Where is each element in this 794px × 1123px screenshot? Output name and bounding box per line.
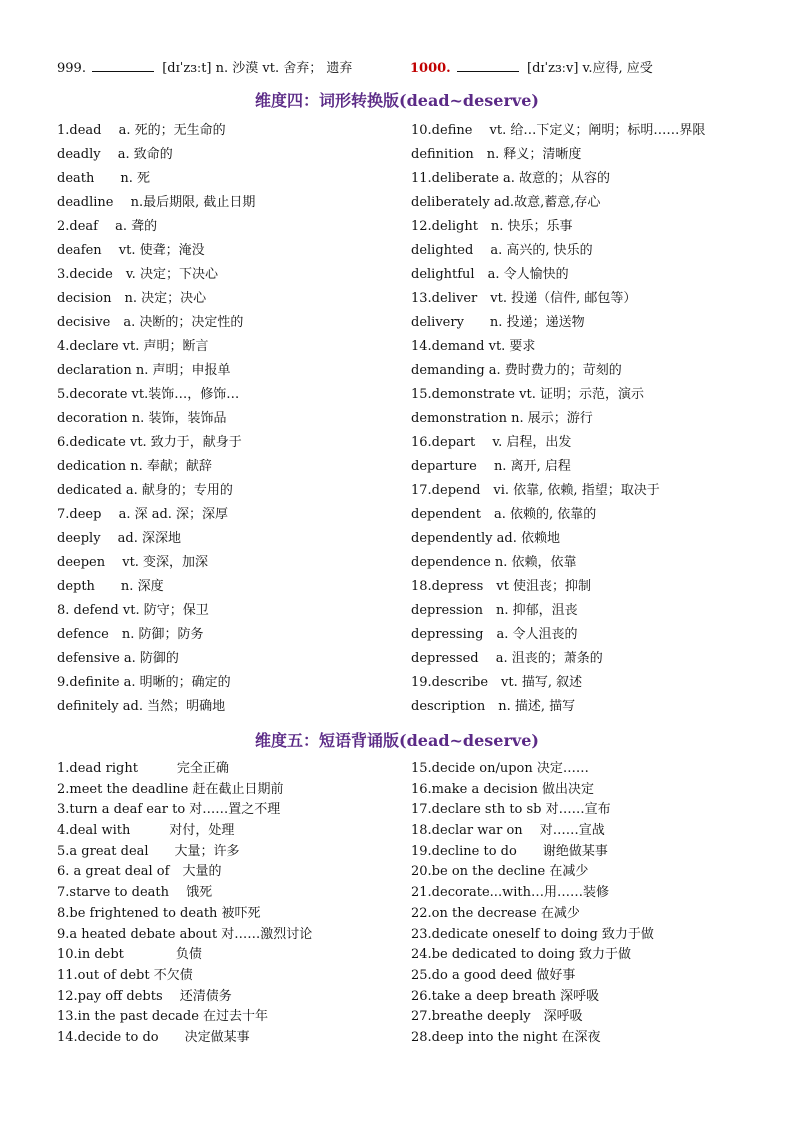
vocab-entry: dedication n. 奉献；献辞 [57, 459, 212, 474]
vocab-entry: deafen vt. 使聋；淹没 [57, 243, 205, 258]
vocab-entry: 18.depress vt 使沮丧；抑制 [411, 579, 591, 594]
phrase-entry: 8.be frightened to death 被吓死 [57, 905, 261, 921]
vocab-entry: 19.describe vt. 描写, 叙述 [411, 675, 583, 690]
vocab-entry: depressed a. 沮丧的；萧条的 [411, 651, 603, 666]
vocab-entry: 15.demonstrate vt. 证明；示范，演示 [411, 387, 644, 402]
phrase-entry: 18.declar war on 对……宣战 [411, 823, 605, 839]
phrase-entry: 21.decorate...with…用……装修 [411, 885, 609, 901]
entry-999-number: 999. [57, 61, 86, 76]
entry-999 [57, 57, 352, 76]
phrase-entry: 23.dedicate oneself to doing 致力于做 [411, 926, 654, 942]
phrase-entry: 2.meet the deadline 赶在截止日期前 [57, 781, 284, 797]
vocab-entry: 7.deep a. 深 ad. 深；深厚 [57, 507, 229, 522]
phrase-entry: 12.pay off debts 还清债务 [57, 988, 232, 1004]
vocab-entry: dependently ad. 依赖地 [411, 531, 560, 546]
entry-1000-text: [dɪˈzɜːv] v.应得, 应受 [527, 61, 653, 76]
vocab-entry: definition n. 释义；清晰度 [411, 147, 582, 162]
section5-left-column [57, 759, 412, 1049]
section4-right-column [411, 119, 766, 719]
vocab-entry: 10.define vt. 给…下定义；阐明；标明……界限 [411, 123, 706, 138]
vocab-entry: delightful a. 令人愉快的 [411, 267, 569, 282]
top-entry-line [57, 57, 757, 79]
phrase-entry: 16.make a decision 做出决定 [411, 781, 594, 797]
phrase-entry: 15.decide on/upon 决定…… [411, 761, 589, 776]
vocab-entry: deadly a. 致命的 [57, 147, 173, 162]
vocab-entry: dedicated a. 献身的；专用的 [57, 483, 233, 498]
phrase-entry: 10.in debt 负债 [57, 947, 202, 963]
phrase-entry: 17.declare sth to sb 对……宣布 [411, 802, 611, 818]
vocab-entry: decisive a. 决断的；决定性的 [57, 315, 244, 330]
vocab-entry: delighted a. 高兴的, 快乐的 [411, 243, 593, 258]
vocab-entry: 5.decorate vt.装饰…，修饰… [57, 387, 240, 402]
section4-title: 维度四：词形转换版(dead~deserve) [255, 91, 539, 110]
entry-1000 [410, 57, 653, 76]
vocab-entry: declaration n. 声明；申报单 [57, 363, 231, 378]
phrase-entry: 3.turn a deaf ear to 对……置之不理 [57, 802, 281, 818]
vocab-entry: decision n. 决定；决心 [57, 291, 207, 306]
phrase-entry: 4.deal with 对付，处理 [57, 823, 235, 839]
vocab-entry: deadline n.最后期限, 截止日期 [57, 195, 256, 210]
vocab-entry: dependence n. 依赖，依靠 [411, 555, 577, 570]
section5-title: 维度五：短语背诵版(dead~deserve) [255, 731, 539, 750]
vocab-entry: 3.decide v. 决定；下决心 [57, 267, 218, 282]
phrase-entry: 19.decline to do 谢绝做某事 [411, 843, 608, 859]
vocab-entry: 11.deliberate a. 故意的；从容的 [411, 171, 611, 186]
phrase-entry: 25.do a good deed 做好事 [411, 967, 576, 983]
phrase-entry: 20.be on the decline 在减少 [411, 864, 589, 880]
vocab-entry: 9.definite a. 明晰的；确定的 [57, 675, 231, 690]
phrase-entry: 28.deep into the night 在深夜 [411, 1029, 601, 1045]
phrase-entry: 14.decide to do 决定做某事 [57, 1029, 250, 1045]
phrase-entry: 7.starve to death 饿死 [57, 885, 213, 901]
vocab-entry: description n. 描述, 描写 [411, 699, 576, 714]
vocab-entry: dependent a. 依赖的, 依靠的 [411, 507, 597, 522]
phrase-entry: 5.a great deal 大量；许多 [57, 843, 240, 859]
entry-999-blank [92, 59, 154, 72]
vocab-entry: 2.deaf a. 聋的 [57, 219, 158, 234]
vocab-entry: depression n. 抑郁，沮丧 [411, 603, 578, 618]
section5-right-column [411, 759, 766, 1049]
vocab-entry: depressing a. 令人沮丧的 [411, 627, 578, 642]
vocab-entry: 8. defend vt. 防守；保卫 [57, 603, 209, 618]
vocab-entry: defensive a. 防御的 [57, 651, 179, 666]
phrase-entry: 22.on the decrease 在减少 [411, 905, 580, 921]
entry-1000-blank [457, 59, 519, 72]
vocab-entry: 14.demand vt. 要求 [411, 339, 536, 354]
vocab-entry: death n. 死 [57, 171, 150, 186]
vocab-entry: depth n. 深度 [57, 579, 164, 594]
vocab-entry: 17.depend vi. 依靠, 依赖, 指望；取决于 [411, 483, 660, 498]
vocab-entry: deepen vt. 变深，加深 [57, 555, 209, 570]
section4-left-column [57, 119, 412, 719]
vocab-entry: definitely ad. 当然；明确地 [57, 699, 226, 714]
entry-999-text: [dɪˈzɜːt] n. 沙漠 vt. 舍弃； 遗弃 [162, 61, 353, 76]
phrase-entry: 13.in the past decade 在过去十年 [57, 1009, 269, 1025]
phrase-entry: 11.out of debt 不欠债 [57, 967, 193, 983]
vocab-entry: departure n. 离开, 启程 [411, 459, 571, 474]
phrase-entry: 1.dead right 完全正确 [57, 761, 229, 776]
vocab-entry: delivery n. 投递；递送物 [411, 315, 585, 330]
vocab-entry: 6.dedicate vt. 致力于，献身于 [57, 435, 242, 450]
vocab-entry: 4.declare vt. 声明；断言 [57, 339, 209, 354]
vocab-entry: 16.depart v. 启程，出发 [411, 435, 572, 450]
vocab-entry: 13.deliver vt. 投递（信件, 邮包等） [411, 291, 637, 306]
vocab-entry: 1.dead a. 死的；无生命的 [57, 123, 226, 138]
phrase-entry: 27.breathe deeply 深呼吸 [411, 1009, 583, 1025]
vocab-entry: decoration n. 装饰，装饰品 [57, 411, 227, 426]
phrase-entry: 6. a great deal of 大量的 [57, 864, 222, 880]
vocab-entry: deliberately ad.故意,蓄意,存心 [411, 195, 601, 210]
phrase-entry: 9.a heated debate about 对……激烈讨论 [57, 926, 313, 942]
vocab-entry: 12.delight n. 快乐；乐事 [411, 219, 573, 234]
vocab-entry: demonstration n. 展示；游行 [411, 411, 593, 426]
vocab-entry: defence n. 防御；防务 [57, 627, 204, 642]
entry-1000-number: 1000. [410, 61, 451, 76]
vocab-entry: demanding a. 费时费力的；苛刻的 [411, 363, 622, 378]
phrase-entry: 26.take a deep breath 深呼吸 [411, 988, 600, 1004]
vocab-entry: deeply ad. 深深地 [57, 531, 182, 546]
phrase-entry: 24.be dedicated to doing 致力于做 [411, 947, 632, 963]
